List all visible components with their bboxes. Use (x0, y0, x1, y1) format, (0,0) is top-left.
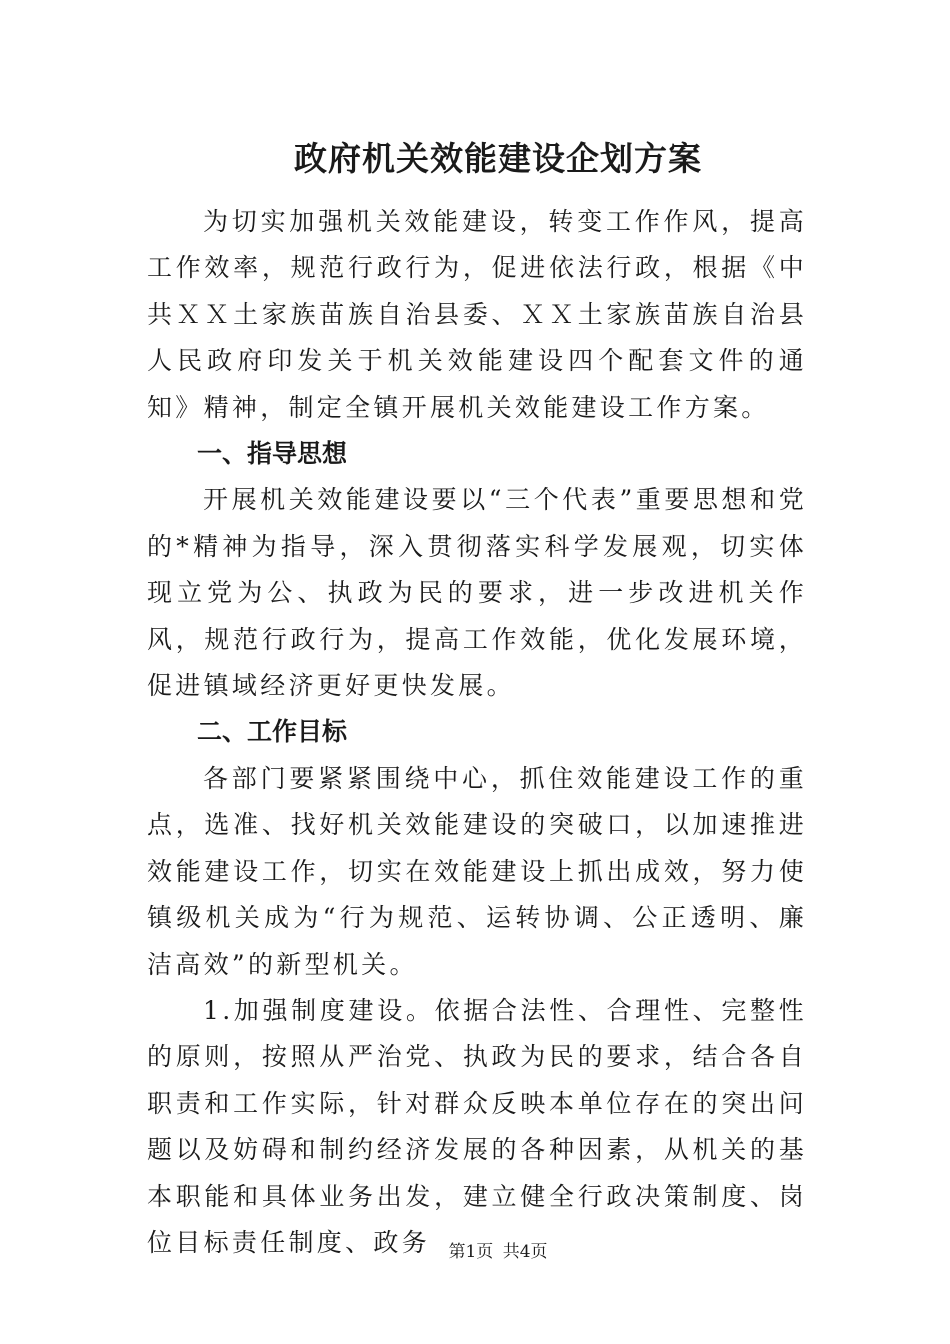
paragraph-work-goals: 各部门要紧紧围绕中心，抓住效能建设工作的重点，选准、找好机关效能建设的突破口，以加速推进效能建设工作，切实在效能建设上抓出成效，努力使镇级机关成为“行为规范、运转协调、公正透明、廉洁高效”的新型机关。 (147, 763, 807, 979)
document-title: 政府机关效能建设企划方案 (294, 139, 702, 178)
paragraph-guiding-ideology: 开展机关效能建设要以“三个代表”重要思想和党的*精神为指导，深入贯彻落实科学发展观，切实体现立党为公、执政为民的要求，进一步改进机关作风，规范行政行为，提高工作效能，优化发展环境，促进镇域经济更好更快发展。 (147, 485, 807, 701)
document-body (147, 199, 807, 1266)
page-footer: 第1页 共4页 (448, 1242, 548, 1262)
heading-work-goals: 二、工作目标 (197, 717, 348, 747)
heading-guiding-ideology: 一、指导思想 (197, 439, 348, 469)
paragraph-institution-building: 1.加强制度建设。依据合法性、合理性、完整性的原则，按照从严治党、执政为民的要求，结合各自职责和工作实际，针对群众反映本单位存在的突出问题以及妨碍和制约经济发展的各种因素，从机关的基本职能和具体业务出发，建立健全行政决策制度、岗位目标责任制度、政务 (147, 995, 807, 1257)
paragraph-intro: 为切实加强机关效能建设，转变工作作风，提高工作效率，规范行政行为，促进依法行政，根据《中共ＸＸ土家族苗族自治县委、ＸＸ土家族苗族自治县人民政府印发关于机关效能建设四个配套文件的通知》精神，制定全镇开展机关效能建设工作方案。 (147, 207, 807, 422)
